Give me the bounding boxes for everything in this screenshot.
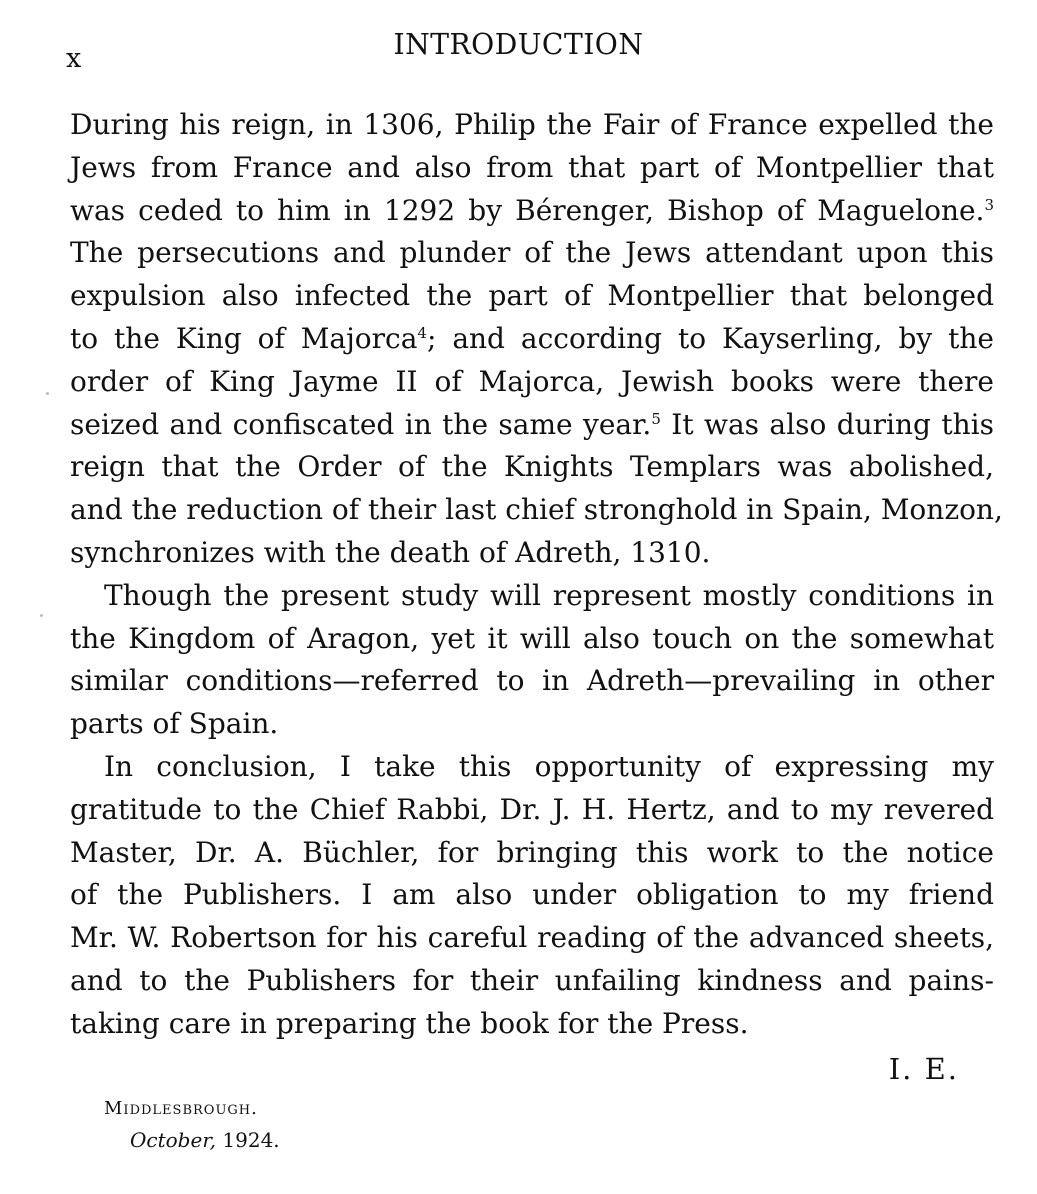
- text-line-content: taking care in preparing the book for the Press.: [70, 1006, 749, 1040]
- text-line: [70, 575, 994, 618]
- text-line: [70, 703, 994, 746]
- text-line: [70, 917, 994, 960]
- text-line: [70, 104, 994, 147]
- text-line-content: similar conditions—referred to in Adreth—prevailing in other: [70, 664, 994, 698]
- text-line: [70, 618, 994, 661]
- text-line-content: was ceded to him in 1292 by Bérenger, Bishop of Maguelone.: [70, 193, 985, 227]
- text-line-content: Mr. W. Robertson for his careful reading of the advanced sheets,: [70, 921, 994, 955]
- text-line: [70, 960, 994, 1003]
- text-line-content: synchronizes with the death of Adreth, 1310.: [70, 535, 711, 569]
- date-month: October,: [130, 1128, 217, 1152]
- paper-speck: [46, 392, 49, 395]
- body-text: [70, 104, 1003, 1046]
- text-line-content: parts of Spain.: [70, 707, 279, 741]
- text-line: [70, 489, 1003, 532]
- text-line-content: to the King of Majorca: [70, 321, 418, 355]
- paragraph-1: [70, 104, 1003, 575]
- text-line: [70, 318, 994, 361]
- running-head-title: INTRODUCTION: [393, 27, 644, 61]
- text-line-content: It was also during this: [660, 407, 994, 441]
- text-line-content: and to the Publishers for their unfailing kindness and pains-: [70, 963, 994, 997]
- text-line: [70, 190, 994, 233]
- text-line: [70, 532, 994, 575]
- text-line-content: Though the present study will represent mostly conditions in: [104, 578, 994, 612]
- footnote-marker: 5: [651, 409, 661, 428]
- page-number: x: [66, 43, 82, 74]
- text-line: [70, 1003, 994, 1046]
- text-line-content: ; and according to Kayserling, by the: [426, 321, 994, 355]
- text-line-content: gratitude to the Chief Rabbi, Dr. J. H. Hertz, and to my revered: [70, 792, 994, 826]
- author-signature: I. E.: [888, 1052, 959, 1086]
- text-line-content: In conclusion, I take this opportunity of expressing my: [104, 749, 994, 783]
- paper-speck: [40, 614, 43, 617]
- text-line: [70, 446, 994, 489]
- text-line: [70, 660, 994, 703]
- text-line-content: and the reduction of their last chief stronghold in Spain, Monzon,: [70, 493, 1003, 527]
- paragraph-2: [70, 575, 994, 746]
- footnote-marker: 3: [984, 195, 994, 214]
- text-line-content: The persecutions and plunder of the Jews attendant upon this: [70, 236, 994, 270]
- text-line: [70, 361, 994, 404]
- text-line: [70, 275, 994, 318]
- text-line-content: Jews from France and also from that part of Montpellier that: [70, 150, 994, 184]
- text-line-content: the Kingdom of Aragon, yet it will also touch on the somewhat: [70, 621, 994, 655]
- date-year: 1924.: [222, 1128, 280, 1152]
- text-line-content: expulsion also infected the part of Montpellier that belonged: [70, 279, 994, 313]
- text-line-content: of the Publishers. I am also under obligation to my friend: [70, 878, 994, 912]
- paragraph-3: [70, 746, 994, 1046]
- text-line: [70, 232, 994, 275]
- text-line-content: reign that the Order of the Knights Templars was abolished,: [70, 450, 994, 484]
- text-line-content: order of King Jayme II of Majorca, Jewish books were there: [70, 364, 994, 398]
- text-line: [70, 789, 994, 832]
- text-line: [70, 147, 994, 190]
- footnote-marker: 4: [417, 323, 427, 342]
- text-line: [70, 832, 994, 875]
- text-line: [70, 874, 994, 917]
- text-line: [70, 404, 994, 447]
- text-line-content: Master, Dr. A. Büchler, for bringing this work to the notice: [70, 835, 994, 869]
- text-line: [70, 746, 994, 789]
- date-line: [130, 1126, 280, 1154]
- text-line-content: seized and confiscated in the same year.: [70, 407, 652, 441]
- text-line-content: During his reign, in 1306, Philip the Fair of France expelled the: [70, 108, 994, 141]
- place-line: Middlesbrough.: [104, 1098, 258, 1119]
